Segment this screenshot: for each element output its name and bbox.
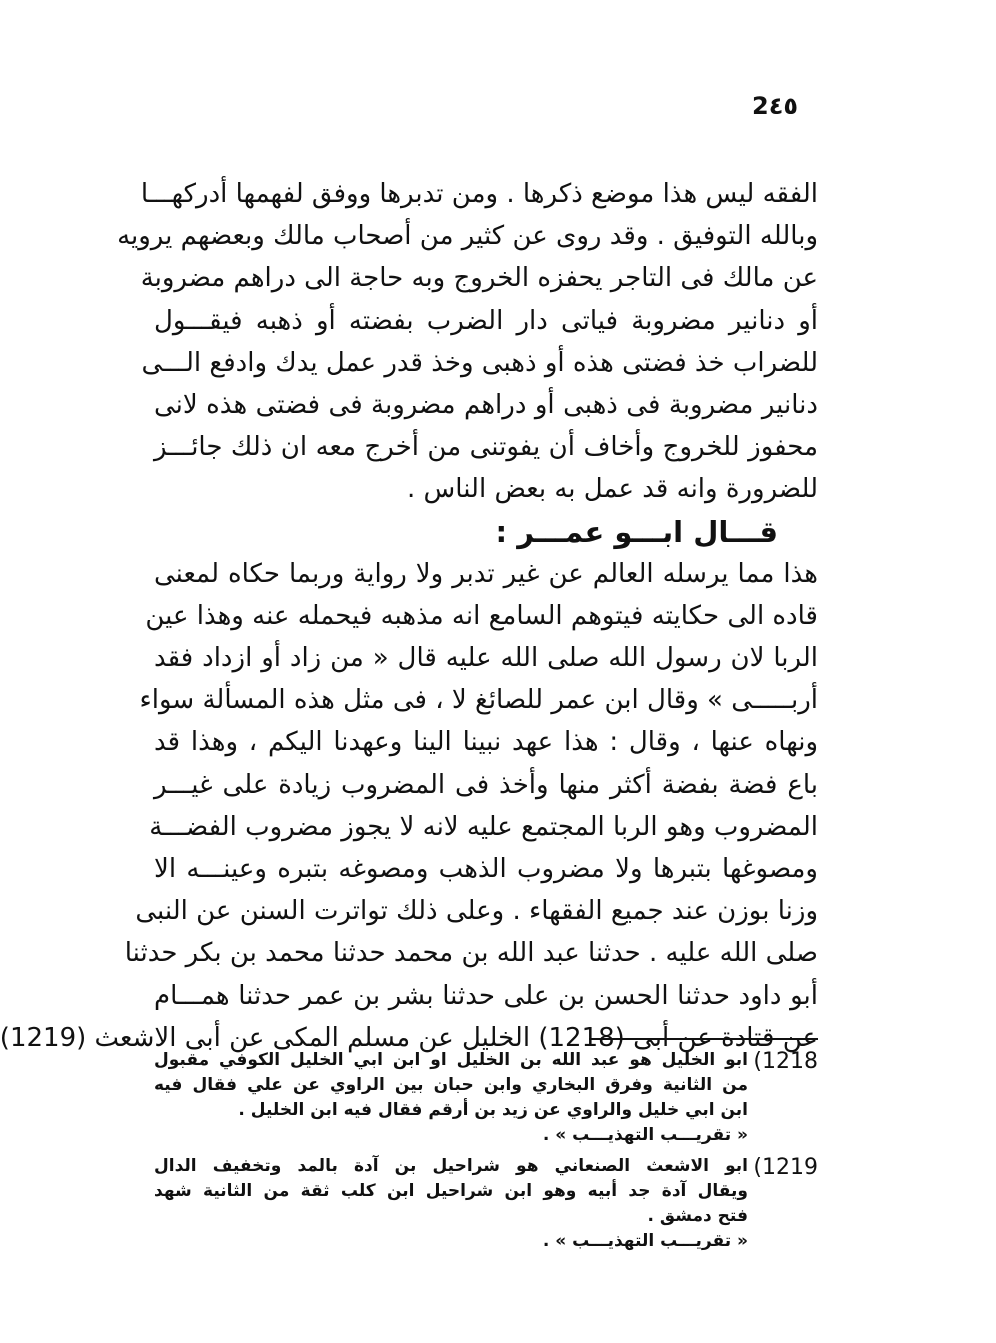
footnote-line: فتح دمشق . [647,1206,748,1226]
text-line: الفقه ليس هذا موضع ذكرها . ومن تدبرها ووفق لفهمها أدركهـــا [140,179,818,209]
footnote-line: ويقال آدة جد أبيه وهو ابن شراحيل ابن كلب ثقة من الثانية شهد [154,1181,748,1201]
text-line: وبالله التوفيق . وقد روى عن كثير من أصحاب مالك وبعضهم يرويه [117,221,818,252]
text-line: صلى الله عليه . حدثنا عبد الله بن محمد حدثنا محمد بن بكر حدثنا [124,938,818,969]
text-line: محفوز للخروج وأخاف أن يفوتنى من أخرج معه ان ذلك جائـــز [154,432,818,463]
page-number: 2٤٥ [752,92,798,120]
text-line: ونهاه عنها ، وقال : هذا عهد نبينا الينا وعهدنا اليكم ، وهذا قد [154,727,818,758]
text-line: عن مالك فى التاجر يحفزه الخروج وبه حاجة الى دراهم مضروبة [140,263,818,294]
text-line: المضروب وهو الربا المجتمع عليه لانه لا يجوز مضروب الفضـــة [149,811,818,842]
footnote [154,1048,818,1148]
text-line: وزنا بوزن عند جميع الفقهاء . وعلى ذلك تواترت السنن عن النبى [135,896,818,927]
footnote [154,1154,818,1254]
text-line: للضرورة وانه قد عمل به بعض الناس . [407,474,818,505]
text-line: هذا مما يرسله العالم عن غير تدبر ولا رواية وربما حكاه لمعنى [154,558,818,589]
text-line: دنانير مضروبة فى ذهبى أو دراهم مضروبة فى فضتى هذه لانى [154,389,818,420]
footnote-line: ابن ابي خليل والراوي عن زيد بن أرقم فقال فيه ابن الخليل . [238,1100,748,1120]
text-line: الربا لان رسول الله صلى الله عليه قال « من زاد أو ازداد فقد [154,643,818,674]
footnote-line: ابو الاشعث الصنعاني هو شراحيل بن آدة بالمد وتخفيف الدال [154,1156,748,1176]
section-heading: قـــال ابـــو عمـــر : [495,514,778,549]
footnotes [154,1048,818,1254]
text-line: للضراب خذ فضتى هذه أو ذهبى وخذ قدر عمل يدك وادفع الـــى [141,347,818,378]
footnote-number: 1218) [753,1049,818,1074]
footnote-source: « تقريـــب التهذيـــب » . [542,1125,748,1145]
text-line: أربـــــى » وقال ابن عمر للصائغ لا ، فى مثل هذه المسألة سواء [139,685,818,716]
text-line: ومصوغها بتبرها ولا مضروب الذهب ومصوغه بتبره وعينـــه الا [154,854,818,884]
footnote-divider [589,1038,818,1040]
footnote-line: ابو الخليل هو عبد الله بن الخليل او ابن ابي الخليل الكوفي مقبول [154,1050,748,1070]
footnote-number: 1219) [753,1155,818,1180]
text-line: عن قتادة عن أبى (1218) الخليل عن مسلم المكى عن أبى الاشعث (1219) [0,1022,818,1053]
text-line: قاده الى حكايته فيتوهم السامع انه مذهبه فيحمله عنه وهذا عين [145,600,818,631]
main-text [0,173,818,1059]
footnote-source: « تقريـــب التهذيـــب » . [542,1231,748,1251]
text-line: أو دنانير مضروبة فياتى دار الضرب بفضته أو ذهبه فيقـــول [154,305,818,336]
footnote-line: من الثانية وفرق البخاري وابن حبان بين الراوي عن علي فقال فيه [154,1075,748,1095]
text-line: باع فضة بفضة أكثر منها وأخذ فى المضروب زيادة على غيـــر [154,769,818,800]
text-line: أبو داود حدثنا الحسن بن على حدثنا بشر بن عمر حدثنا همـــام [154,980,818,1011]
